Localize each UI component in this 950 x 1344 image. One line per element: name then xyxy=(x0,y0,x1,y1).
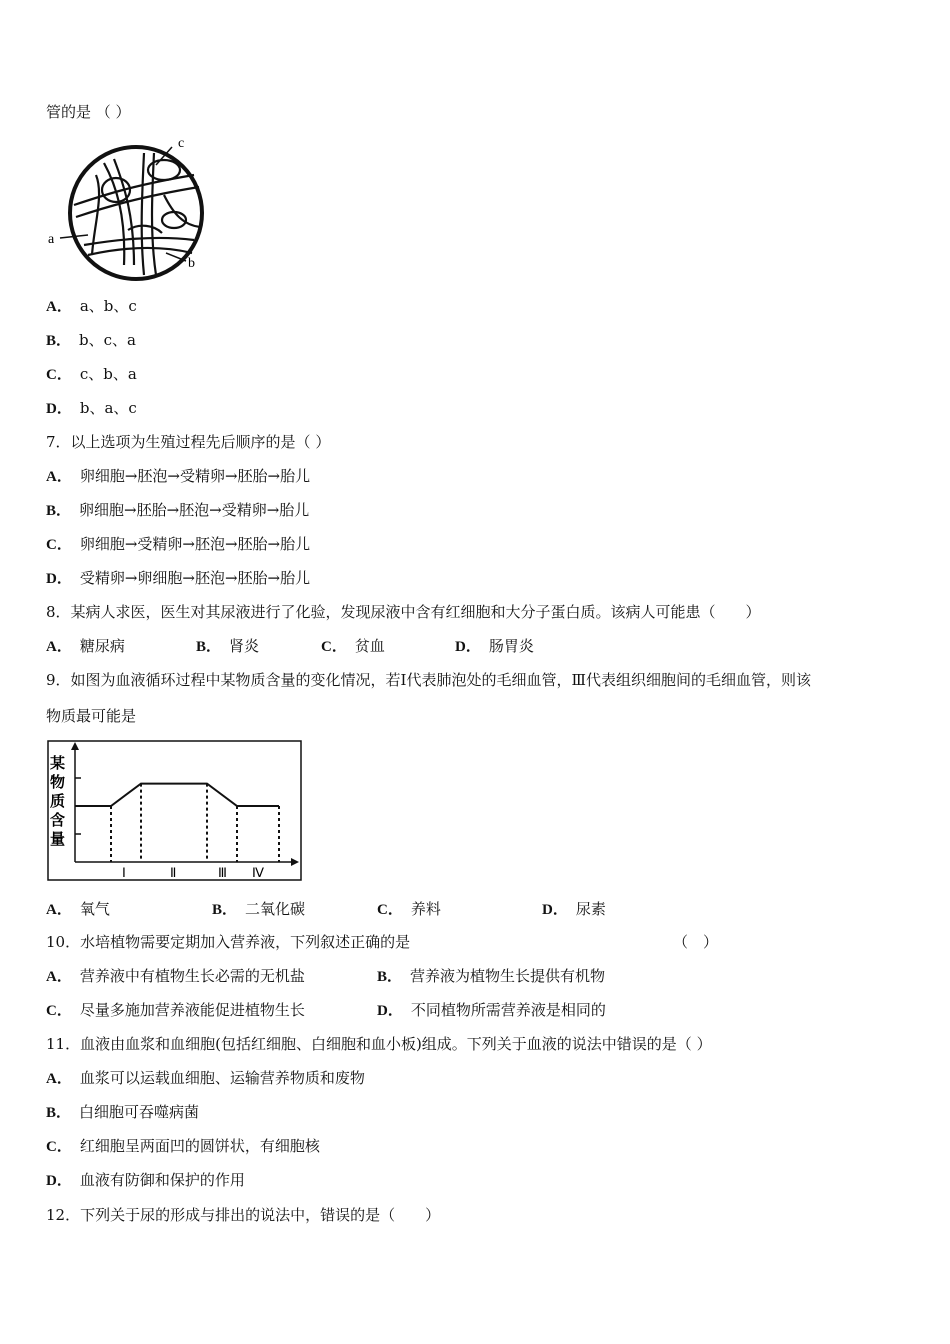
q10-option-a[interactable]: A． 营养液中有植物生长必需的无机盐 xyxy=(46,967,305,985)
y-label-char: 物 xyxy=(50,775,66,791)
q11-option-a[interactable]: A． 血浆可以运载血细胞、运输营养物质和废物 xyxy=(46,1069,365,1087)
y-label-char: 某 xyxy=(50,756,66,772)
q9-chart xyxy=(47,740,303,882)
q7-stem: 7．以上选项为生殖过程先后顺序的是（ ） xyxy=(46,433,331,451)
x-tick-label: Ⅱ xyxy=(170,865,177,880)
x-tick-label: Ⅳ xyxy=(252,865,264,880)
q9-option-d[interactable]: D． 尿素 xyxy=(542,900,606,918)
q6-stem-tail: 管的是 （ ） xyxy=(46,103,131,121)
q10-stem: 10．水培植物需要定期加入营养液，下列叙述正确的是 xyxy=(46,933,411,951)
q11-option-d[interactable]: D． 血液有防御和保护的作用 xyxy=(46,1171,245,1189)
q12-stem: 12．下列关于尿的形成与排出的说法中，错误的是（ ） xyxy=(46,1206,441,1224)
q9-option-b[interactable]: B． 二氧化碳 xyxy=(212,900,306,918)
q6-option-a[interactable]: A． a、b、c xyxy=(46,297,137,315)
x-tick-label: Ⅰ xyxy=(122,865,126,880)
q7-option-c[interactable]: C． 卵细胞→受精卵→胚泡→胚胎→胎儿 xyxy=(46,535,311,553)
q10-answer-paren: （ ） xyxy=(673,933,719,951)
q10-option-c[interactable]: C． 尽量多施加营养液能促进植物生长 xyxy=(46,1001,305,1019)
y-label-char: 含 xyxy=(50,813,66,829)
chart-frame xyxy=(48,741,301,880)
y-label-char: 量 xyxy=(50,832,66,848)
q6-option-d[interactable]: D． b、a、c xyxy=(46,399,137,417)
q8-stem: 8．某病人求医，医生对其尿液进行了化验，发现尿液中含有红细胞和大分子蛋白质。该病人可能患（ ） xyxy=(46,603,761,621)
q9-stem-line2: 物质最可能是 xyxy=(46,707,137,725)
q8-option-a[interactable]: A． 糖尿病 xyxy=(46,637,125,655)
figure-label-b: b xyxy=(188,256,195,271)
q11-option-b[interactable]: B． 白细胞可吞噬病菌 xyxy=(46,1103,200,1121)
q8-option-b[interactable]: B． 肾炎 xyxy=(196,637,260,655)
q9-option-a[interactable]: A． 氧气 xyxy=(46,900,110,918)
q11-option-c[interactable]: C． 红细胞呈两面凹的圆饼状，有细胞核 xyxy=(46,1137,320,1155)
q10-option-d[interactable]: D． 不同植物所需营养液是相同的 xyxy=(377,1001,606,1019)
q7-option-b[interactable]: B． 卵细胞→胚胎→胚泡→受精卵→胎儿 xyxy=(46,501,310,519)
figure-label-c: c xyxy=(178,136,185,151)
q6-option-b[interactable]: B． b、c、a xyxy=(46,331,136,349)
q6-blood-vessel-figure xyxy=(44,135,214,285)
q9-stem-line1: 9．如图为血液循环过程中某物质含量的变化情况，若Ⅰ代表肺泡处的毛细血管，Ⅲ代表组织细胞间的毛细血管，则该 xyxy=(46,671,811,689)
y-label-char: 质 xyxy=(50,794,66,810)
q10-option-b[interactable]: B． 营养液为植物生长提供有机物 xyxy=(377,967,606,985)
q6-option-c[interactable]: C． c、b、a xyxy=(46,365,137,383)
figure-label-a: a xyxy=(48,232,55,247)
q7-option-a[interactable]: A． 卵细胞→胚泡→受精卵→胚胎→胎儿 xyxy=(46,467,311,485)
q8-option-c[interactable]: C． 贫血 xyxy=(321,637,385,655)
q9-option-c[interactable]: C． 养料 xyxy=(377,900,441,918)
q7-option-d[interactable]: D． 受精卵→卵细胞→胚泡→胚胎→胎儿 xyxy=(46,569,311,587)
q11-stem: 11．血液由血浆和血细胞(包括红细胞、白细胞和血小板)组成。下列关于血液的说法中错误的是（ ） xyxy=(46,1035,712,1053)
x-tick-label: Ⅲ xyxy=(218,865,227,880)
q8-option-d[interactable]: D． 肠胃炎 xyxy=(455,637,534,655)
